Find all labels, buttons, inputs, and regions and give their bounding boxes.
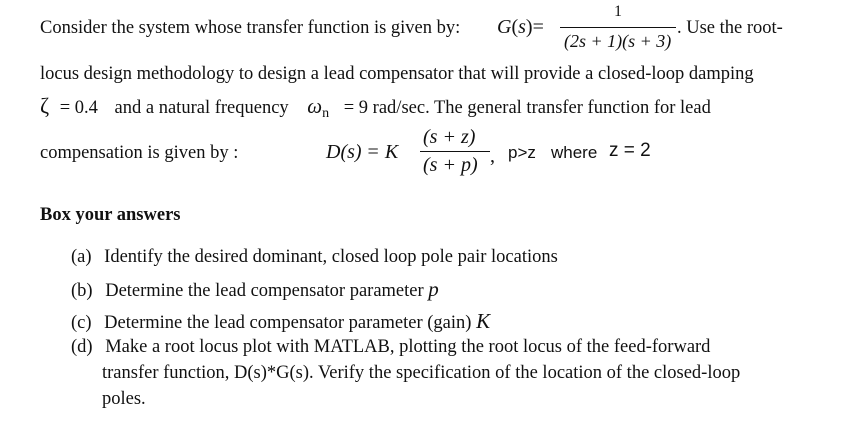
item-variable: p xyxy=(428,277,439,301)
ds-numerator: (s + z) xyxy=(423,126,476,148)
ds-comma: , xyxy=(490,145,495,167)
gs-equals: = xyxy=(532,16,544,38)
omega-n xyxy=(307,94,330,121)
item-marker: (b) xyxy=(71,281,93,301)
item-text: Determine the lead compensator parameter xyxy=(105,281,424,301)
item-marker: (d) xyxy=(71,337,93,357)
answer-item-d-continuation-1: transfer function, D(s)*G(s). Verify the specification of the location of the closed-loop xyxy=(102,363,741,383)
item-text: Make a root locus plot with MATLAB, plotting the root locus of the feed-forward xyxy=(105,337,711,357)
problem-line3 xyxy=(40,95,711,125)
gs-fraction-bar xyxy=(560,27,676,28)
gs-denominator: (2s + 1)(s + 3) xyxy=(564,31,672,51)
zeta-value: = 0.4 xyxy=(59,98,98,118)
gs-paren-close: ) xyxy=(525,16,533,38)
problem-line1-prefix: Consider the system whose transfer function is given by: xyxy=(40,18,461,38)
omega-value: = 9 rad/sec. The general transfer function for lead xyxy=(343,98,711,118)
problem-line2: locus design methodology to design a lead compensator that will provide a closed-loop damping xyxy=(40,64,754,84)
answers-heading: Box your answers xyxy=(40,205,181,225)
answer-item-d xyxy=(71,336,710,358)
answer-item-a xyxy=(71,246,558,268)
ds-denominator: (s + p) xyxy=(423,154,478,176)
gs-lhs xyxy=(497,15,544,39)
item-text: Determine the lead compensator parameter (gain) xyxy=(104,313,472,333)
gs-label: G xyxy=(497,16,512,38)
ds-label: D(s) xyxy=(326,141,362,163)
problem-line1-suffix: . Use the root- xyxy=(677,18,783,38)
omega-subscript: n xyxy=(322,106,330,121)
item-text: Identify the desired dominant, closed loop pole pair locations xyxy=(104,247,558,267)
item-marker: (c) xyxy=(71,313,92,333)
answer-item-c xyxy=(71,310,490,334)
z-value: z = 2 xyxy=(609,140,651,161)
ds-equals: = xyxy=(367,141,379,163)
gs-paren-open: ( xyxy=(511,16,519,38)
p-condition: p>z xyxy=(508,143,536,162)
omega-symbol: ω xyxy=(307,94,323,118)
gs-var: s xyxy=(518,16,526,38)
ds-gain: K xyxy=(384,141,399,163)
ds-lhs xyxy=(326,140,398,164)
item-marker: (a) xyxy=(71,247,92,267)
zeta-symbol: ζ xyxy=(40,93,50,118)
item-variable: K xyxy=(476,309,491,333)
gs-numerator: 1 xyxy=(614,3,622,20)
where-text: where xyxy=(551,143,598,162)
and-text: and a natural frequency xyxy=(114,98,289,118)
ds-fraction-bar xyxy=(420,151,490,152)
answer-item-d-continuation-2: poles. xyxy=(102,389,146,409)
problem-line4-prefix: compensation is given by : xyxy=(40,143,239,163)
answer-item-b xyxy=(71,278,439,302)
